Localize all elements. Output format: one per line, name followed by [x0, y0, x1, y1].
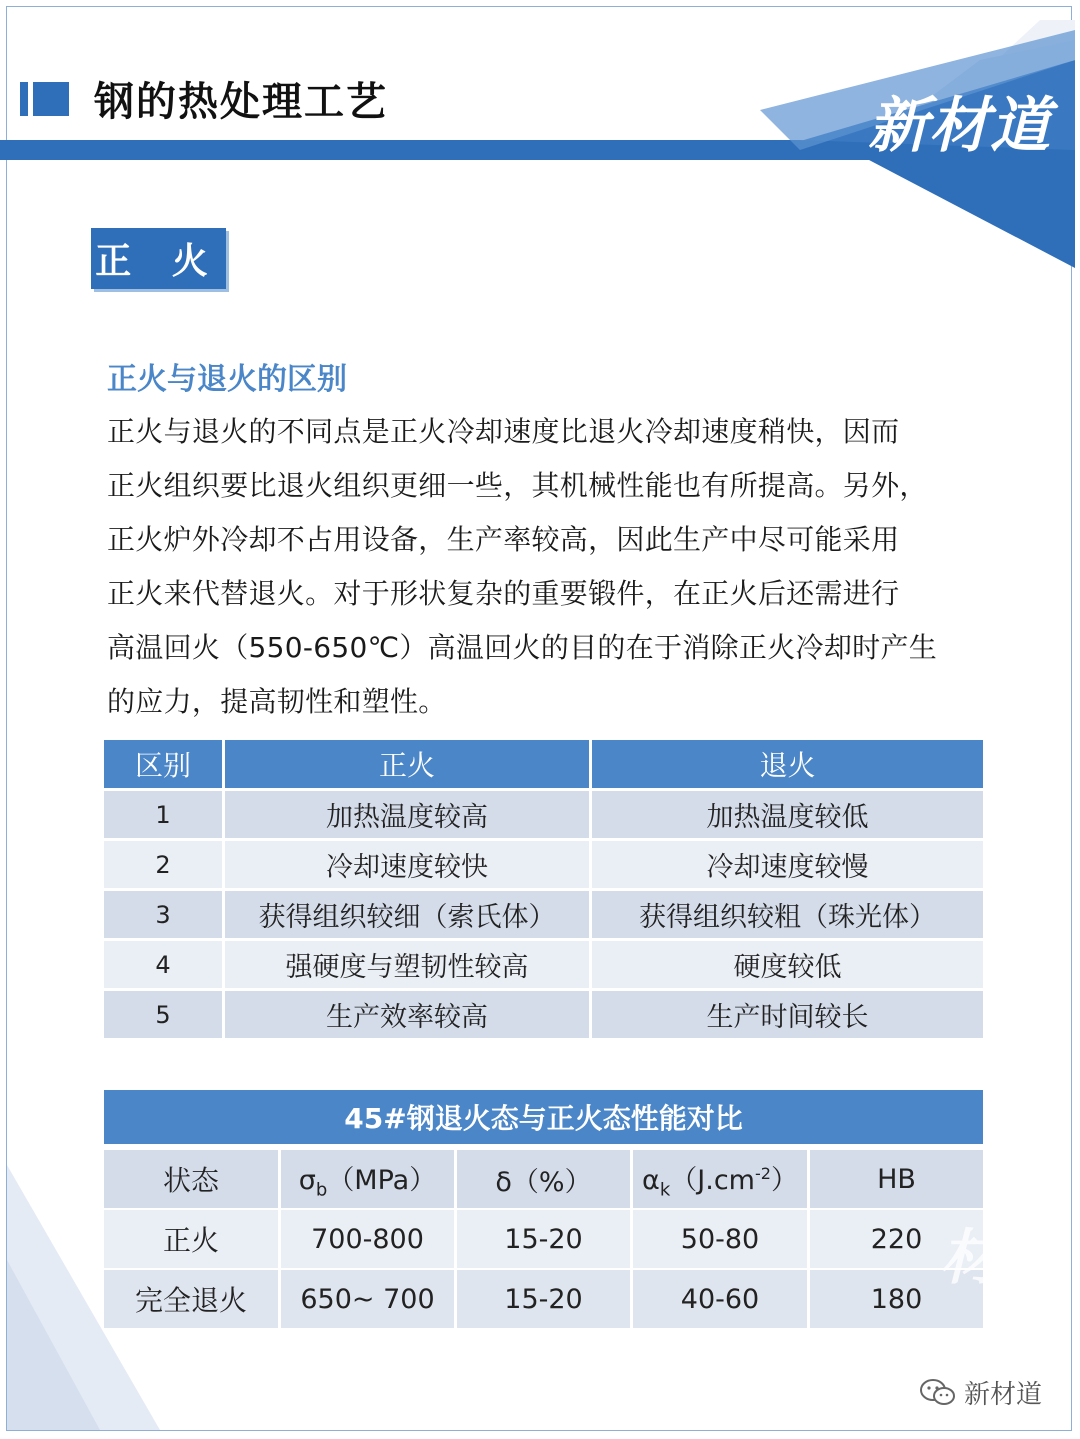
footer-account[interactable]	[918, 1374, 1042, 1411]
table-cell: 完全退火	[104, 1270, 278, 1328]
alpha-symbol: α	[642, 1164, 660, 1196]
section-badge: 正 火	[91, 228, 226, 289]
sigma-subscript: b	[315, 1179, 328, 1201]
header-title: 钢的热处理工艺	[94, 79, 388, 125]
table-cell: 加热温度较高	[222, 791, 589, 838]
table-cell: 15-20	[454, 1270, 630, 1328]
header-cell-alpha	[630, 1150, 807, 1208]
table-row	[104, 1210, 983, 1268]
table-header-row	[104, 1150, 983, 1208]
table-cell: 220	[807, 1210, 983, 1268]
sigma-symbol: σ	[298, 1164, 316, 1196]
paragraph-line: 正火与退火的不同点是正火冷却速度比退火冷却速度稍快，因而	[107, 415, 900, 448]
table-header-row	[104, 740, 983, 788]
table-cell: 冷却速度较快	[222, 841, 589, 888]
table-row	[104, 891, 983, 938]
article-paragraph	[107, 405, 987, 729]
table-row	[104, 791, 983, 838]
property-table	[104, 1148, 983, 1330]
table-row	[104, 1270, 983, 1328]
paragraph-line: 的应力，提高韧性和塑性。	[107, 685, 447, 718]
table-cell: 强硬度与塑韧性较高	[222, 941, 589, 988]
alpha-unit-close: ）	[770, 1164, 798, 1196]
header-cell: 状态	[104, 1150, 278, 1208]
table-cell: 生产时间较长	[589, 991, 983, 1038]
table-cell: 1	[104, 791, 222, 838]
paragraph-line: 正火组织要比退火组织更细一些，其机械性能也有所提高。另外，	[107, 469, 928, 502]
property-table-title: 45#钢退火态与正火态性能对比	[104, 1090, 983, 1144]
header-cell: 正火	[222, 740, 589, 788]
table-cell: 5	[104, 991, 222, 1038]
table-cell: 加热温度较低	[589, 791, 983, 838]
watermark-text: 材道	[940, 1223, 1060, 1293]
paragraph-line: 高温回火（550-650℃）高温回火的目的在于消除正火冷却时产生	[107, 631, 938, 664]
table-cell: 3	[104, 891, 222, 938]
table-cell: 获得组织较粗（珠光体）	[589, 891, 983, 938]
alpha-unit: （J.cm	[670, 1164, 755, 1196]
alpha-subscript: k	[659, 1179, 671, 1201]
table-cell: 15-20	[454, 1210, 630, 1268]
table-row	[104, 841, 983, 888]
table-cell: 冷却速度较慢	[589, 841, 983, 888]
footer-account-name: 新材道	[964, 1380, 1043, 1410]
table-cell: 正火	[104, 1210, 278, 1268]
comparison-table	[104, 737, 983, 1041]
paragraph-line: 正火来代替退火。对于形状复杂的重要锻件，在正火后还需进行	[107, 577, 900, 610]
sigma-unit: （MPa）	[327, 1164, 437, 1196]
table-row	[104, 991, 983, 1038]
table-row	[104, 941, 983, 988]
table-cell: 650~ 700	[278, 1270, 454, 1328]
alpha-superscript: -2	[755, 1163, 771, 1183]
header-cell: HB	[807, 1150, 983, 1208]
paragraph-line: 正火炉外冷却不占用设备，生产率较高，因此生产中尽可能采用	[107, 523, 900, 556]
article-subtitle: 正火与退火的区别	[107, 362, 347, 397]
table-cell: 2	[104, 841, 222, 888]
header-cell: 区别	[104, 740, 222, 788]
brand-logo: 新材道	[868, 91, 1051, 161]
header-cell: δ（%）	[454, 1150, 630, 1208]
table-cell: 180	[807, 1270, 983, 1328]
table-cell: 700-800	[278, 1210, 454, 1268]
table-cell: 4	[104, 941, 222, 988]
table-cell: 生产效率较高	[222, 991, 589, 1038]
table-cell: 40-60	[630, 1270, 807, 1328]
table-cell: 50-80	[630, 1210, 807, 1268]
header-cell-sigma	[278, 1150, 454, 1208]
table-cell: 获得组织较细（索氏体）	[222, 891, 589, 938]
wechat-icon	[918, 1377, 958, 1409]
table-cell: 硬度较低	[589, 941, 983, 988]
header-cell: 退火	[589, 740, 983, 788]
